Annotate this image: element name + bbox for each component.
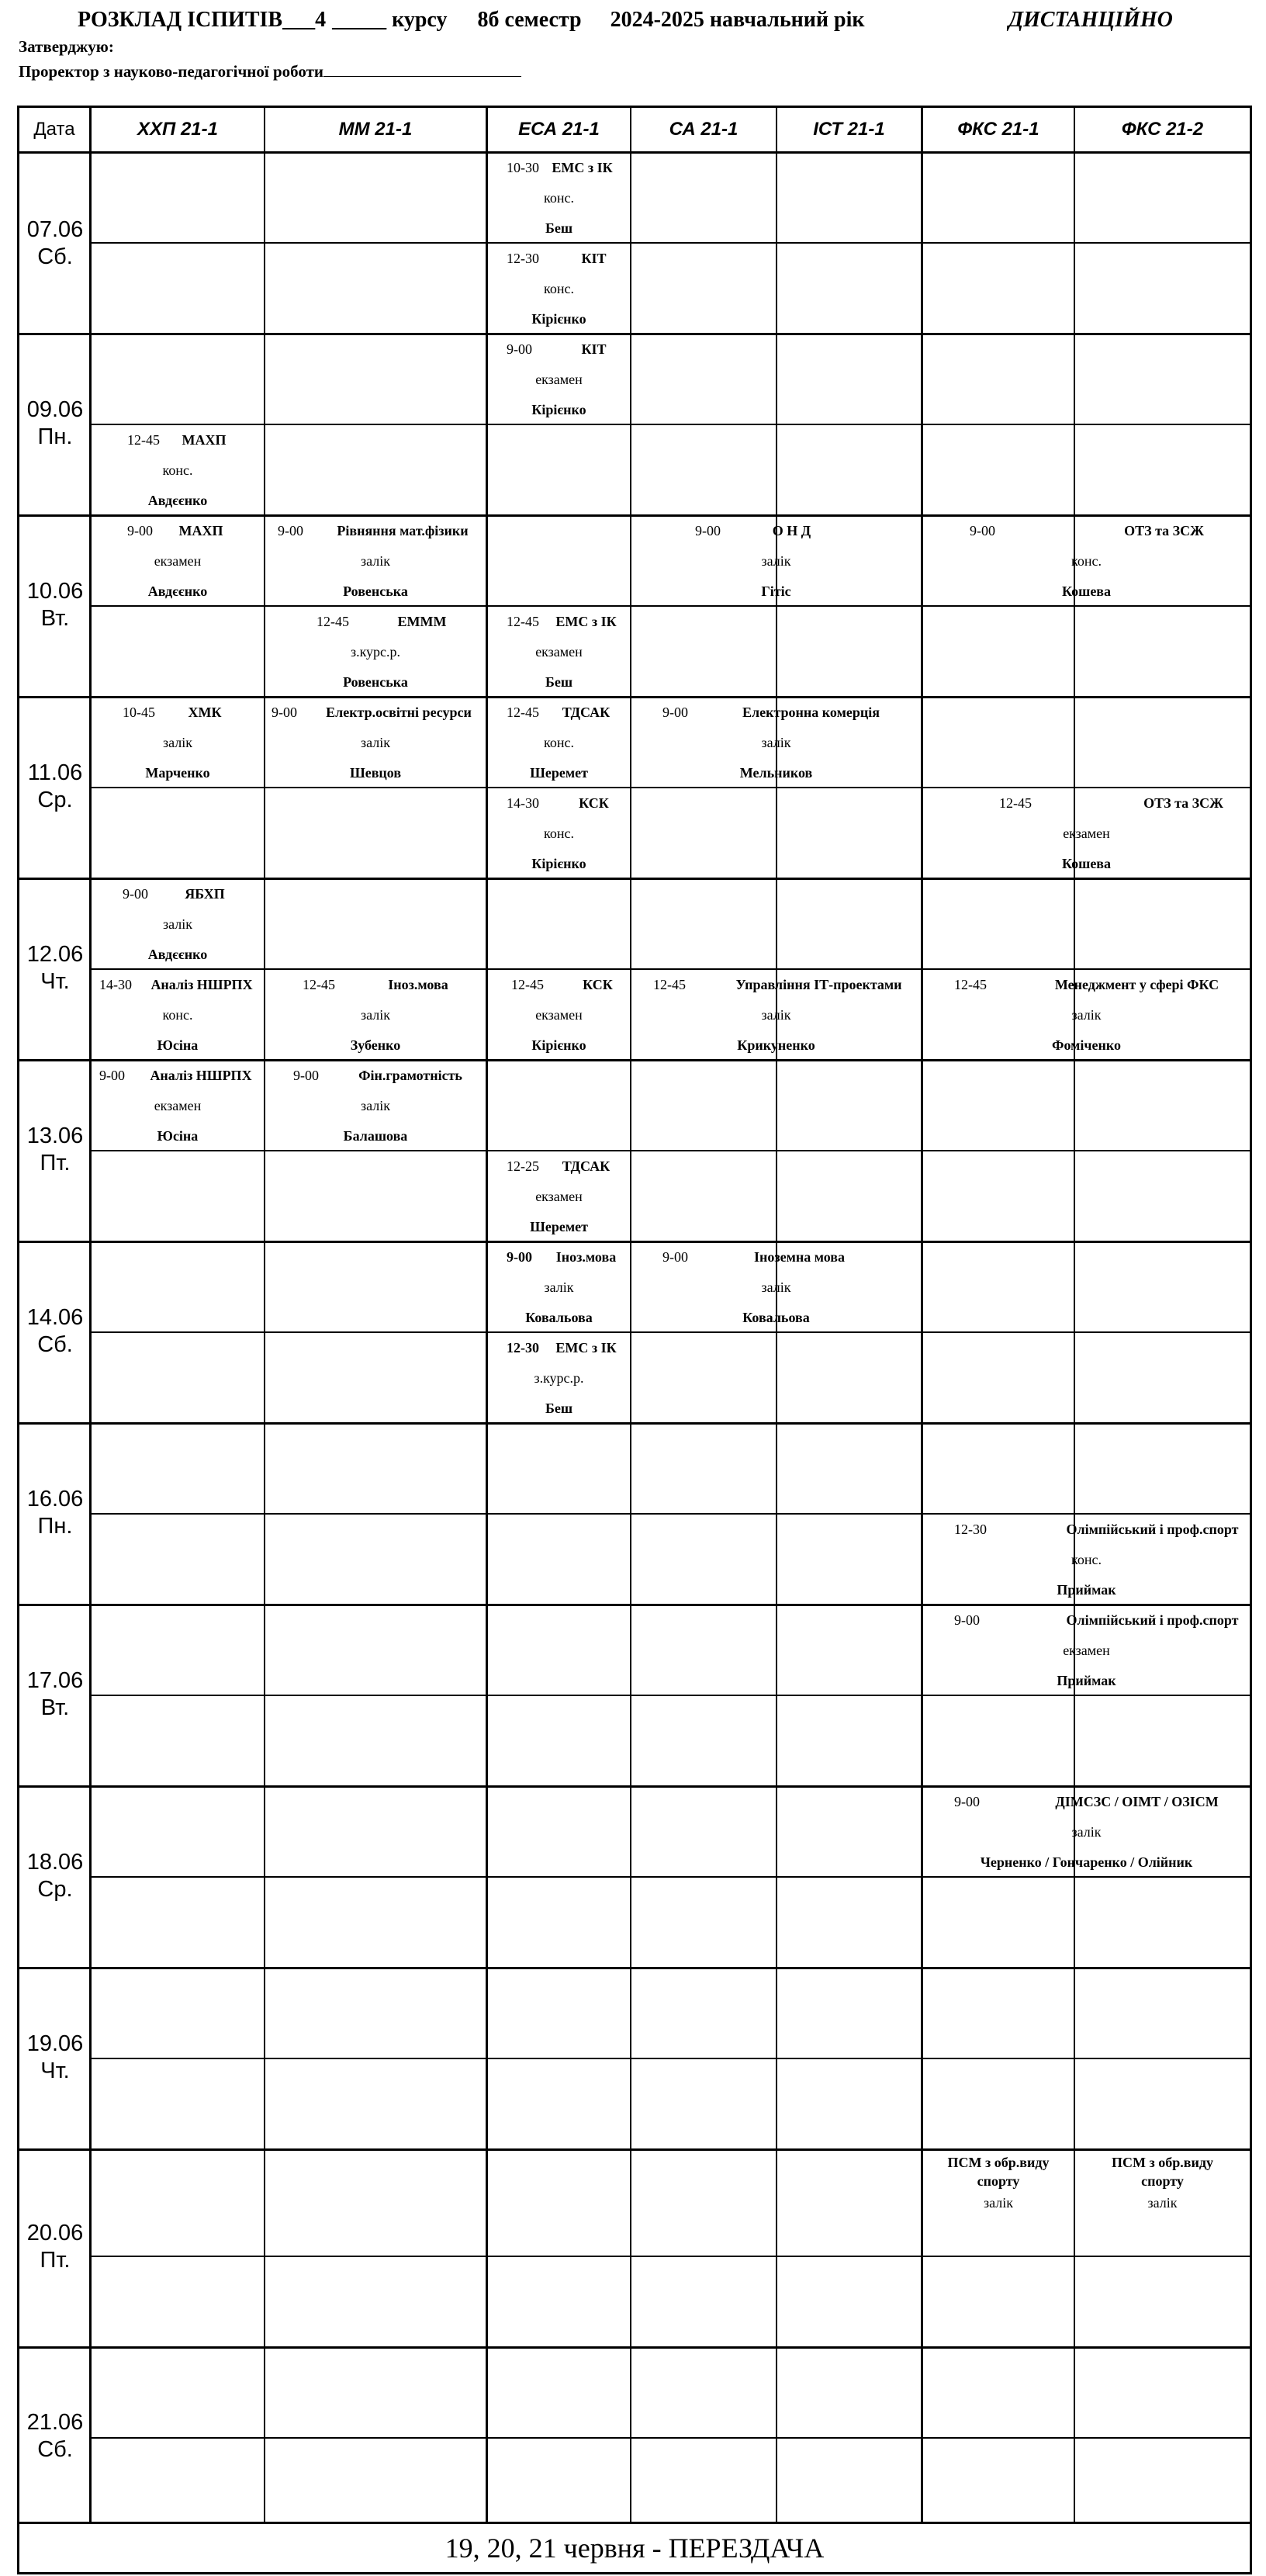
day-of-week: Чт. [40, 2058, 70, 2083]
exam-entry [92, 516, 264, 607]
exam-teacher: Приймак [1057, 1673, 1116, 1688]
exam-type: екзамен [535, 644, 583, 660]
exam-time: 9-00 [695, 523, 721, 538]
exam-teacher: Фоміченко [1051, 1037, 1122, 1053]
day-of-week: Ср. [37, 788, 73, 812]
exam-type: екзамен [535, 1189, 583, 1204]
exam-entry [92, 425, 264, 516]
exam-type: залік [984, 2195, 1013, 2211]
column-header-group: ХХП 21-1 [137, 119, 218, 140]
exam-time: 14-30 [507, 795, 539, 811]
row-divider [92, 2256, 1250, 2257]
day-date: 07.06 [26, 217, 84, 242]
exam-teacher: Балашова [343, 1128, 408, 1144]
exam-type: екзамен [1063, 1643, 1110, 1658]
row-divider [19, 2148, 1250, 2151]
exam-time: 12-45 [303, 977, 335, 992]
prorector-label: Проректор з науково-педагогічної роботи [19, 62, 324, 81]
exam-time: 10-30 [507, 160, 539, 175]
exam-subject: ЯБХП [185, 886, 225, 902]
row-divider [19, 333, 1250, 335]
exam-subject: О Н Д [772, 523, 811, 538]
exam-time: 12-45 [653, 977, 686, 992]
exam-subject: Олімпійський і проф.спорт [1066, 1612, 1239, 1628]
exam-teacher: Кірієнко [531, 402, 586, 417]
row-divider [92, 2437, 1250, 2439]
exam-entry [923, 2153, 1074, 2212]
exam-type: конс. [544, 735, 574, 750]
day-date: 09.06 [26, 397, 84, 422]
exam-subject-cont: спорту [977, 2173, 1020, 2189]
day-of-week: Пт. [40, 1151, 71, 1175]
column-header-group: ММ 21-1 [338, 119, 413, 140]
row-divider [19, 1422, 1250, 1425]
exam-teacher: Кошева [1061, 583, 1112, 599]
exam-teacher: Крикуненко [737, 1037, 815, 1053]
exam-entry [488, 970, 630, 1061]
exam-teacher: Шевцов [349, 765, 402, 781]
exam-type: залік [361, 1098, 390, 1113]
exam-subject: Електронна комерція [742, 705, 880, 720]
exam-type: екзамен [154, 553, 202, 569]
exam-entry [92, 970, 264, 1061]
exam-subject: ТДСАК [562, 1158, 611, 1174]
exam-subject: Іноз.мова [388, 977, 448, 992]
exam-type: екзамен [535, 1007, 583, 1023]
exam-subject: ЕМММ [397, 614, 447, 629]
exam-entry [923, 516, 1250, 607]
column-header-group: ФКС 21-1 [957, 119, 1039, 140]
exam-teacher: Беш [545, 1401, 573, 1416]
exam-type: залік [1071, 1824, 1102, 1840]
column-header-group: ФКС 21-2 [1121, 119, 1204, 140]
day-of-week: Сб. [37, 244, 73, 269]
exam-type: залік [1147, 2195, 1178, 2211]
exam-type: залік [544, 1279, 574, 1295]
exam-teacher: Ровенська [343, 674, 408, 690]
exam-entry [92, 1061, 264, 1151]
exam-subject: ЕМС з ІК [552, 160, 613, 175]
exam-subject: Олімпійський і проф.спорт [1066, 1522, 1239, 1537]
exam-subject: Фін.грамотність [358, 1068, 462, 1083]
exam-type: конс. [544, 190, 574, 206]
exam-type: екзамен [154, 1098, 202, 1113]
exam-subject: ЕМС з ІК [555, 1340, 617, 1356]
exam-subject: ПСМ з обр.виду [1112, 2155, 1213, 2170]
exam-subject: КІТ [581, 251, 607, 266]
day-label [19, 1849, 91, 1903]
day-of-week: Пн. [37, 424, 73, 449]
exam-teacher: Ровенська [343, 583, 408, 599]
exam-entry [488, 1242, 630, 1333]
day-label [19, 2220, 91, 2274]
exam-subject: КСК [583, 977, 613, 992]
day-date: 12.06 [26, 942, 84, 967]
exam-subject: ОТЗ та ЗСЖ [1124, 523, 1204, 538]
exam-entry [923, 1787, 1250, 1878]
exam-entry [488, 334, 630, 425]
column-header-date: Дата [33, 119, 75, 140]
exam-type: залік [361, 735, 390, 750]
exam-type: залік [761, 553, 791, 569]
exam-entry [265, 970, 486, 1061]
exam-entry [923, 1515, 1250, 1605]
exam-teacher: Шеремет [530, 765, 588, 781]
exam-subject: ОТЗ та ЗСЖ [1143, 795, 1223, 811]
schedule-title [78, 8, 1241, 39]
column-divider [264, 108, 265, 2524]
exam-teacher: Кірієнко [531, 856, 586, 871]
day-of-week: Чт. [40, 969, 70, 994]
exam-subject: Аналіз НШРПХ [150, 977, 253, 992]
exam-type: залік [361, 1007, 390, 1023]
exam-entry [265, 607, 486, 698]
exam-teacher: Гітіс [761, 583, 791, 599]
exam-subject: Управління ІТ-проектами [735, 977, 902, 992]
exam-subject: ТДСАК [562, 705, 611, 720]
approve-label: Затверджую: [19, 37, 114, 56]
row-divider [19, 151, 1250, 154]
row-divider [92, 242, 1250, 244]
exam-time: 9-00 [123, 886, 148, 902]
exam-subject: КІТ [581, 341, 607, 357]
exam-time: 9-00 [507, 341, 532, 357]
exam-teacher: Ковальова [525, 1310, 593, 1325]
exam-entry [923, 970, 1250, 1061]
exam-time: 9-00 [662, 1249, 688, 1265]
exam-time: 9-00 [954, 1794, 980, 1809]
exam-time: 9-00 [662, 705, 688, 720]
day-of-week: Вт. [40, 606, 70, 631]
exam-teacher: Марченко [145, 765, 210, 781]
exam-teacher: Приймак [1057, 1582, 1116, 1598]
day-of-week: Пн. [37, 1514, 73, 1539]
exam-type: залік [761, 1007, 791, 1023]
exam-entry [923, 1605, 1250, 1696]
exam-subject: МАХП [178, 523, 223, 538]
day-date: 19.06 [26, 2031, 84, 2056]
exam-type: конс. [544, 281, 574, 296]
day-label [19, 216, 91, 271]
exam-time: 9-00 [507, 1249, 532, 1265]
exam-type: з.курс.р. [350, 644, 401, 660]
day-label [19, 396, 91, 451]
exam-time: 9-00 [127, 523, 153, 538]
exam-teacher: Авдєєнко [147, 493, 208, 508]
exam-teacher: Беш [545, 220, 573, 236]
exam-subject: ХМК [188, 705, 222, 720]
exam-subject: Аналіз НШРПХ [150, 1068, 252, 1083]
row-divider [19, 1967, 1250, 1969]
day-label [19, 1123, 91, 1177]
exam-type: залік [761, 735, 791, 750]
exam-time: 12-30 [507, 1340, 539, 1356]
exam-entry [631, 1242, 921, 1333]
exam-subject: ЕМС з ІК [555, 614, 617, 629]
study-mode: ДИСТАНЦІЙНО [1008, 8, 1173, 32]
exam-type: екзамен [1063, 826, 1110, 841]
exam-type: конс. [544, 826, 574, 841]
day-label [19, 2031, 91, 2085]
exam-time: 12-45 [511, 977, 544, 992]
day-label [19, 1304, 91, 1359]
day-date: 16.06 [26, 1487, 84, 1511]
day-label [19, 578, 91, 632]
exam-teacher: Кірієнко [531, 311, 586, 327]
exam-entry [488, 244, 630, 334]
exam-time: 12-45 [999, 795, 1032, 811]
exam-type: конс. [162, 462, 193, 478]
exam-subject: Рівняння мат.фізики [337, 523, 469, 538]
day-label [19, 1667, 91, 1722]
document-header [0, 0, 1266, 106]
semester: 8б семестр [477, 8, 582, 32]
exam-teacher: Кірієнко [531, 1037, 586, 1053]
exam-time: 9-00 [99, 1068, 125, 1083]
exam-subject: КСК [579, 795, 609, 811]
exam-entry [631, 516, 921, 607]
exam-type: залік [163, 735, 192, 750]
exam-time: 12-45 [507, 705, 539, 720]
exam-time: 9-00 [970, 523, 995, 538]
exam-teacher: Юсіна [157, 1037, 199, 1053]
day-date: 20.06 [26, 2221, 84, 2245]
exam-entry [631, 698, 921, 788]
day-label [19, 760, 91, 814]
exam-subject: Електр.освітні ресурси [326, 705, 472, 720]
exam-time: 12-45 [954, 977, 987, 992]
title-text: РОЗКЛАД ІСПИТІВ___ [78, 8, 316, 32]
exam-teacher: Авдєєнко [147, 947, 208, 962]
exam-subject: Іноз.мова [555, 1249, 617, 1265]
exam-teacher: Кошева [1061, 856, 1112, 871]
day-date: 17.06 [26, 1668, 84, 1693]
exam-teacher: Зубенко [350, 1037, 401, 1053]
exam-subject: МАХП [182, 432, 227, 448]
exam-time: 12-45 [507, 614, 539, 629]
exam-entry [265, 1061, 486, 1151]
exam-subject: ПСМ з обр.виду [947, 2155, 1050, 2170]
retake-text: 19, 20, 21 червня - ПЕРЕЗДАЧА [444, 2533, 825, 2564]
day-of-week: Сб. [37, 2437, 73, 2462]
exam-entry [923, 788, 1250, 879]
row-divider [19, 2346, 1250, 2349]
exam-time: 9-00 [954, 1612, 980, 1628]
row-divider [92, 2058, 1250, 2059]
exam-time: 10-45 [123, 705, 155, 720]
exam-time: 12-30 [954, 1522, 987, 1537]
exam-entry [488, 1151, 630, 1242]
column-header-group: ІСТ 21-1 [813, 119, 885, 140]
day-label [19, 941, 91, 995]
day-of-week: Вт. [40, 1695, 70, 1720]
row-divider [92, 424, 1250, 425]
course-number: 4 [315, 8, 327, 32]
exam-teacher: Ковальова [742, 1310, 810, 1325]
exam-type: залік [761, 1279, 791, 1295]
exam-entry [265, 516, 486, 607]
day-date: 21.06 [26, 2410, 84, 2435]
exam-subject: ДІМСЗС / ОІМТ / ОЗІСМ [1055, 1794, 1219, 1809]
exam-time: 12-45 [316, 614, 349, 629]
exam-time: 9-00 [272, 705, 297, 720]
exam-type: конс. [1071, 553, 1102, 569]
exam-type: залік [1071, 1007, 1102, 1023]
retake-note [19, 2522, 1250, 2572]
exam-type: залік [361, 553, 390, 569]
day-date: 18.06 [26, 1850, 84, 1875]
exam-type: конс. [162, 1007, 193, 1023]
exam-subject-cont: спорту [1141, 2173, 1184, 2189]
signature-line [323, 62, 521, 77]
day-label [19, 1486, 91, 1540]
exam-entry [1075, 2153, 1250, 2212]
day-date: 10.06 [26, 579, 84, 604]
exam-entry [488, 788, 630, 879]
exam-teacher: Юсіна [157, 1128, 199, 1144]
column-header-group: СА 21-1 [669, 119, 738, 140]
day-date: 14.06 [26, 1305, 84, 1330]
exam-entry [92, 698, 264, 788]
exam-type: з.курс.р. [534, 1370, 584, 1386]
day-of-week: Пт. [40, 2248, 71, 2273]
academic-year: 2024-2025 навчальний рік [610, 8, 865, 32]
exam-subject: Менеджмент у сфері ФКС [1054, 977, 1219, 992]
exam-time: 12-45 [127, 432, 160, 448]
exam-type: екзамен [535, 372, 583, 387]
exam-teacher: Мельников [739, 765, 813, 781]
schedule-table [17, 106, 1252, 2574]
exam-entry [488, 153, 630, 244]
exam-type: конс. [1071, 1552, 1102, 1567]
exam-teacher: Черненко / Гончаренко / Олійник [980, 1854, 1193, 1870]
day-date: 11.06 [27, 760, 83, 785]
exam-time: 12-25 [507, 1158, 539, 1174]
exam-entry [631, 970, 921, 1061]
exam-teacher: Авдєєнко [147, 583, 208, 599]
exam-type: залік [163, 916, 192, 932]
exam-time: 9-00 [293, 1068, 319, 1083]
exam-teacher: Беш [545, 674, 573, 690]
exam-subject: Іноземна мова [753, 1249, 846, 1265]
day-of-week: Сб. [37, 1332, 73, 1357]
prorector-line [19, 62, 521, 81]
exam-teacher: Шеремет [530, 1219, 588, 1234]
exam-time: 14-30 [99, 977, 132, 992]
exam-time: 9-00 [278, 523, 303, 538]
exam-entry [488, 698, 630, 788]
exam-entry [488, 607, 630, 698]
day-of-week: Ср. [37, 1877, 73, 1902]
exam-time: 12-30 [507, 251, 539, 266]
exam-entry [488, 1333, 630, 1424]
exam-entry [92, 879, 264, 970]
day-date: 13.06 [26, 1124, 84, 1148]
exam-entry [265, 698, 486, 788]
course-word: _____ курсу [332, 8, 448, 32]
column-header-group: ЕСА 21-1 [518, 119, 600, 140]
day-label [19, 2409, 91, 2463]
